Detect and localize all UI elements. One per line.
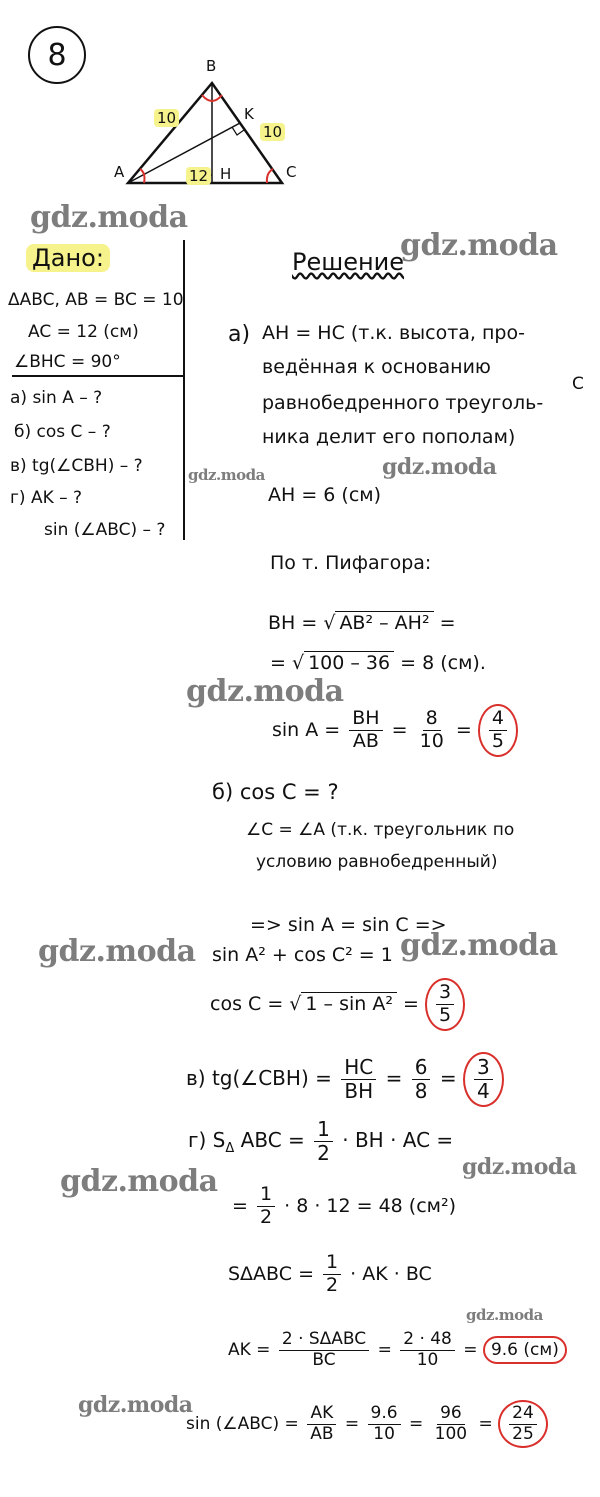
part-a-line-4: ника делит его пополам): [262, 426, 516, 448]
area3-lhs: SΔABC =: [228, 1262, 314, 1285]
bh2-radicand: 100 – 36: [304, 651, 394, 674]
area-rhs: · BH · AC =: [342, 1128, 454, 1152]
watermark: gdz.moda: [78, 1392, 193, 1418]
part-a-mark-c: C: [572, 374, 584, 394]
question-g-2: sin (∠ABC) – ?: [44, 520, 166, 540]
sqrt-sign-3: √: [289, 992, 302, 1015]
side-bc-label: 10: [260, 123, 285, 141]
ak-frac-2: $\frac{2 \cdot 48}{10}$: [400, 1330, 455, 1370]
area2-lhs: =: [232, 1194, 248, 1217]
bh2-lhs: =: [270, 652, 286, 674]
given-line-1: ΔABC, AB = BC = 10: [8, 290, 184, 310]
tg-answer: $\frac{3}{4}$: [463, 1052, 504, 1107]
bh-formula-2: [270, 652, 486, 674]
point-k-label: K: [244, 105, 254, 123]
sin-a-frac-1: $\frac{BH}{AB}$: [349, 708, 382, 753]
watermark: gdz.moda: [382, 454, 497, 480]
part-b-line-2: ∠C = ∠A (т.к. треугольник по: [246, 820, 515, 840]
tg-frac-2: $\frac{6}{8}$: [412, 1056, 431, 1103]
area-formula-2: [232, 1184, 456, 1229]
part-b-line-1: б) cos C = ?: [212, 780, 339, 804]
watermark: gdz.moda: [466, 1306, 543, 1324]
question-g: г) AK – ?: [10, 488, 83, 508]
watermark: gdz.moda: [400, 928, 558, 963]
part-a-line-3: равнобедренного треуголь-: [262, 392, 544, 414]
bh-radicand: AB² – AH²: [335, 611, 433, 634]
part-b-line-4: => sin A = sin C =>: [250, 914, 447, 936]
sqrt-sign-2: √: [291, 652, 305, 674]
cos-c-answer: $\frac{3}{5}$: [425, 978, 465, 1031]
sin-a-formula: sin A = $\frac{BH}{AB}$ = $\frac{8}{10}$ = $\frac{4}{5}$: [272, 704, 518, 757]
sin-b-lhs: sin (∠ABC) =: [186, 1414, 299, 1435]
ah-value: AH = 6 (см): [268, 484, 382, 506]
watermark: gdz.moda: [188, 466, 265, 484]
area2-frac: $\frac{1}{2}$: [257, 1184, 275, 1229]
vertex-a-label: A: [114, 163, 125, 181]
vertex-c-label: C: [286, 163, 297, 181]
sin-b-answer: $\frac{24}{25}$: [498, 1400, 548, 1448]
watermark: gdz.moda: [462, 1154, 577, 1180]
given-divider-horizontal: [12, 375, 184, 377]
part-b-line-3: условию равнобедренный): [256, 852, 498, 872]
sin-b-frac-2: $\frac{9.6}{10}$: [368, 1404, 401, 1444]
part-a-line-2: ведённая к основанию: [262, 356, 491, 378]
tg-lhs: в) tg(∠CBH) =: [186, 1066, 332, 1090]
given-line-3: ∠BHC = 90°: [14, 352, 121, 372]
triangle-figure: [110, 55, 310, 195]
ak-frac-1: $\frac{\text{2 · SΔABC}}{BC}$: [279, 1330, 369, 1370]
sin-b-formula: sin (∠ABC) = $\frac{AK}{AB}$ = $\frac{9.6}{10}$ = $\frac{96}{100}$ = $\frac{24}{25}$: [186, 1400, 548, 1448]
tg-frac-1: $\frac{HC}{BH}$: [341, 1056, 376, 1103]
given-divider-vertical: [183, 240, 185, 540]
cos-c-formula: cos C = √ 1 – sin A² = $\frac{3}{5}$: [210, 978, 465, 1031]
problem-number: 8: [47, 37, 67, 73]
angle-arc-c: [267, 169, 273, 183]
sin-a-frac-2: $\frac{8}{10}$: [419, 707, 444, 752]
area-formula-3: [228, 1252, 432, 1297]
area-sub: Δ: [225, 1141, 235, 1156]
ak-answer: 9.6 (см): [483, 1336, 567, 1364]
bh2-rhs: = 8 (см).: [400, 652, 486, 674]
watermark: gdz.moda: [60, 1164, 218, 1199]
ak-lhs: AK =: [228, 1340, 271, 1361]
sqrt-sign: √: [323, 612, 336, 634]
question-b: б) cos C – ?: [14, 422, 111, 442]
cos-c-radicand: 1 – sin A²: [301, 992, 397, 1015]
side-ab-label: 10: [154, 109, 179, 127]
watermark: gdz.moda: [30, 200, 188, 235]
sin-b-frac-3: $\frac{96}{100}$: [434, 1403, 468, 1444]
area-formula: [188, 1118, 453, 1165]
given-heading: Дано:: [26, 244, 110, 272]
part-b-line-5: sin A² + cos C² = 1: [212, 944, 393, 966]
pythagoras-title: По т. Пифагора:: [270, 552, 432, 574]
bh-eq: =: [439, 612, 456, 634]
area-lhs: г) S: [188, 1128, 226, 1152]
watermark: gdz.moda: [38, 934, 196, 969]
part-a-label: а): [228, 322, 251, 347]
watermark: gdz.moda: [186, 674, 344, 709]
given-line-2: AC = 12 (см): [28, 322, 139, 342]
side-ac-label: 12: [186, 167, 211, 185]
sin-b-frac-1: $\frac{AK}{AB}$: [307, 1404, 336, 1444]
area3-frac: $\frac{1}{2}$: [323, 1252, 341, 1297]
point-h-label: H: [220, 165, 232, 183]
area-lhs-2: ABC =: [240, 1128, 305, 1152]
bh-lhs: BH =: [268, 612, 318, 634]
solution-heading: Решение: [292, 248, 405, 276]
area2-rhs: · 8 · 12 = 48 (см²): [284, 1194, 457, 1217]
sin-a-answer: $\frac{4}{5}$: [478, 704, 518, 757]
sin-a-lhs: sin A =: [272, 718, 341, 741]
problem-number-badge: [28, 26, 86, 84]
tg-formula: в) tg(∠CBH) = $\frac{HC}{BH}$ = $\frac{6}{8}$ = $\frac{3}{4}$: [186, 1052, 504, 1107]
question-v: в) tg(∠CBH) – ?: [10, 456, 143, 476]
ak-formula: AK = $\frac{\text{2 · SΔABC}}{BC}$ = $\frac{2 \cdot 48}{10}$ = 9.6 (см): [228, 1330, 567, 1370]
area-frac: $\frac{1}{2}$: [314, 1118, 333, 1165]
cos-c-lhs: cos C =: [210, 992, 284, 1015]
vertex-b-label: B: [206, 57, 217, 75]
area3-rhs: · AK · BC: [350, 1262, 432, 1285]
bh-formula: [268, 612, 456, 634]
part-a-line-1: AH = HC (т.к. высота, про-: [262, 322, 525, 344]
question-a: а) sin A – ?: [10, 388, 103, 408]
watermark: gdz.moda: [400, 228, 558, 263]
